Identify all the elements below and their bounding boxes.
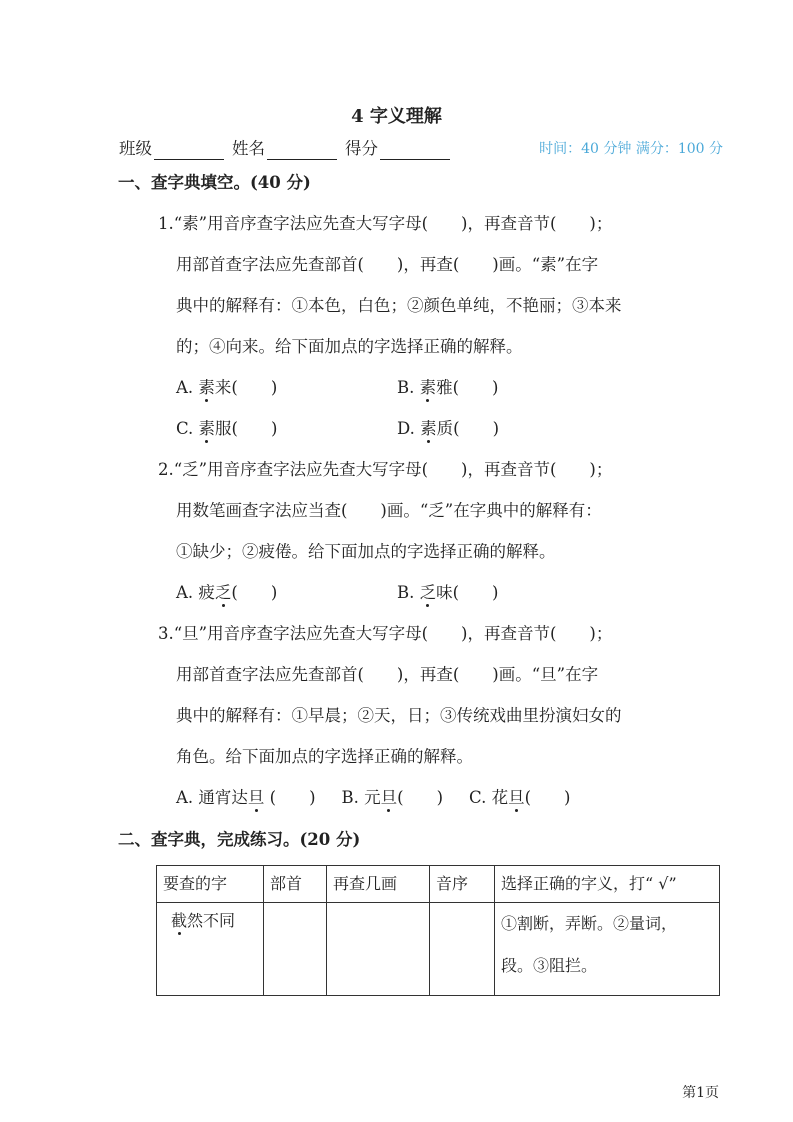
word-cell: 截然不同	[157, 903, 264, 996]
class-blank[interactable]	[154, 145, 224, 160]
pinyin-initial-cell[interactable]	[430, 903, 495, 996]
question-3	[158, 623, 723, 809]
q3-line: 3.“旦”用音序查字法应先查大写字母( )，再查音节( )；	[158, 624, 613, 643]
section2-heading: 二、查字典，完成练习。(20 分)	[118, 830, 361, 849]
q1-line: 的；④向来。给下面加点的字选择正确的解释。	[176, 337, 523, 356]
header-cell: 选择正确的字义，打“ √”	[495, 866, 720, 903]
strokes-cell[interactable]	[327, 903, 430, 996]
q2-line: ①缺少；②疲倦。给下面加点的字选择正确的解释。	[176, 542, 556, 561]
q3-line: 角色。给下面加点的字选择正确的解释。	[176, 747, 473, 766]
q3-option-a: A. 通宵达旦 ( )	[176, 788, 316, 807]
table-header-row	[157, 866, 720, 903]
q1-option-b: B. 素雅( )	[397, 378, 499, 397]
score-blank[interactable]	[380, 145, 450, 160]
section1-heading: 一、查字典填空。(40 分)	[118, 173, 311, 192]
dictionary-table	[156, 865, 720, 996]
name-blank[interactable]	[267, 145, 337, 160]
q3-option-c: C. 花旦( )	[469, 788, 571, 807]
page-title: 4 字义理解	[351, 106, 442, 127]
q1-option-d: D. 素质( )	[397, 419, 500, 438]
name-label: 姓名	[232, 139, 265, 158]
header-cell: 要查的字	[157, 866, 264, 903]
header-cell: 再查几画	[327, 866, 430, 903]
q1-line: 用部首查字法应先查部首( )，再查( )画。“素”在字	[176, 255, 599, 274]
meaning-cell: ①割断，弄断。②量词， 段。③阻拦。	[495, 903, 720, 996]
radical-cell[interactable]	[264, 903, 327, 996]
class-label: 班级	[119, 139, 152, 158]
q2-option-b: B. 乏味( )	[397, 583, 499, 602]
q3-option-b: B. 元旦( )	[341, 788, 444, 807]
table-row	[157, 903, 720, 996]
q3-line: 典中的解释有：①早晨；②天，日；③传统戏曲里扮演妇女的	[176, 706, 622, 725]
q1-line: 典中的解释有：①本色，白色；②颜色单纯，不艳丽；③本来	[176, 296, 622, 315]
score-label: 得分	[345, 139, 378, 158]
q3-line: 用部首查字法应先查部首( )，再查( )画。“旦”在字	[176, 665, 599, 684]
q1-options	[176, 377, 723, 440]
time-score-info: 时间：40 分钟 满分：100 分	[539, 141, 723, 157]
header-fields	[119, 138, 723, 160]
header-cell: 部首	[264, 866, 327, 903]
q2-options	[176, 582, 723, 604]
question-2	[158, 459, 723, 604]
q2-line: 2.“乏”用音序查字法应先查大写字母( )，再查音节( )；	[158, 460, 613, 479]
header-cell: 音序	[430, 866, 495, 903]
q3-options	[176, 787, 723, 809]
q2-line: 用数笔画查字法应当查( )画。“乏”在字典中的解释有：	[176, 501, 602, 520]
q2-option-a: A. 疲乏( )	[176, 583, 278, 602]
page-number: 第1页	[682, 1085, 719, 1101]
q1-option-a: A. 素来( )	[176, 378, 278, 397]
question-1	[158, 213, 723, 440]
q1-line: 1.“素”用音序查字法应先查大写字母( )，再查音节( )；	[158, 214, 613, 233]
q1-option-c: C. 素服( )	[176, 419, 278, 438]
